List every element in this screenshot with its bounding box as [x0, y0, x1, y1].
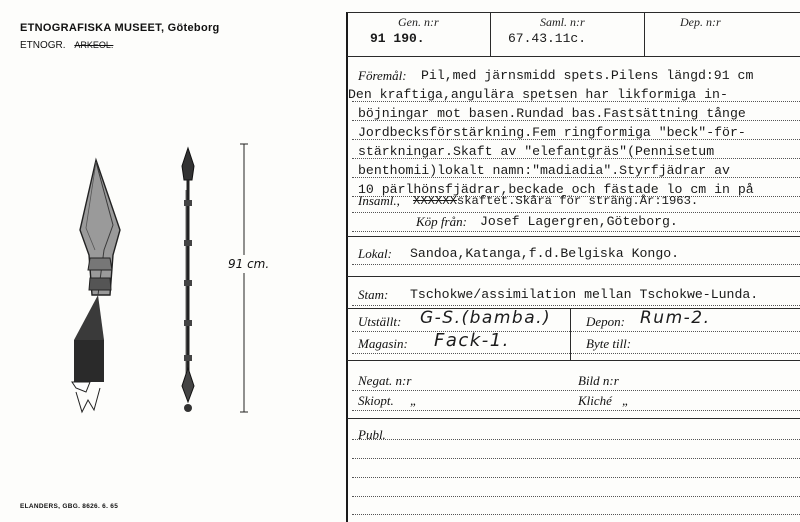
gen-nr-label: Gen. n:r — [398, 15, 439, 29]
depon-label: Depon: — [586, 314, 625, 329]
department-struck: ARKEOL. — [74, 40, 114, 50]
lokal-value: Sandoa,Katanga,f.d.Belgiska Kongo. — [410, 246, 680, 261]
insaml-value-line — [413, 194, 698, 208]
kliche-value: „ — [622, 393, 630, 408]
printer-imprint: ELANDERS, GBG. 8626. 6. 65 — [20, 503, 119, 510]
measure-label: 91 cm. — [228, 257, 270, 271]
section-divider-publ — [347, 418, 800, 419]
arrowhead-detail-illustration — [72, 160, 120, 412]
lokal-label: Lokal: — [358, 246, 392, 261]
header-divider-1 — [490, 12, 491, 56]
foremal-label: Föremål: — [358, 68, 407, 83]
publ-label: Publ. — [358, 427, 386, 442]
full-arrow-illustration — [182, 148, 194, 412]
section-divider-stam — [347, 276, 800, 277]
bild-nr-label: Bild n:r — [578, 373, 619, 388]
foremal-line-1: Pil,med järnsmidd spets.Pilens längd:91 cm — [421, 68, 754, 83]
foremal-line-4: Jordbecksförstärkning.Fem ringformiga "beck"-för- — [358, 125, 746, 140]
magasin-value: Fack-1. — [434, 330, 510, 351]
magasin-label: Magasin: — [358, 336, 408, 351]
insaml-label: Insaml., — [358, 193, 400, 208]
byte-till-label: Byte till: — [586, 336, 632, 351]
kop-fran-value: Josef Lagergren,Göteborg. — [480, 214, 678, 229]
foremal-line-5: stärkningar.Skaft av "elefantgräs"(Pennisetum — [358, 144, 715, 159]
kliche-label: Kliché — [578, 393, 612, 408]
kop-fran-label: Köp från: — [416, 214, 467, 229]
saml-nr-value: 67.43.11c. — [508, 31, 587, 46]
foremal-line-7: 10 pärlhönsfjädrar,beckade och fästade lo cm in på — [358, 182, 754, 197]
negat-nr-label: Negat. n:r — [358, 373, 412, 388]
depon-value: Rum-2. — [640, 308, 711, 328]
arrow-drawing — [40, 130, 280, 430]
insaml-value: skaftet.Skåra för sträng.År:1963. — [456, 194, 699, 208]
section-divider-lokal — [347, 236, 800, 237]
gen-nr-value: 91 190. — [370, 31, 425, 46]
foremal-line-3: böjningar mot basen.Rundad bas.Fastsättning tånge — [358, 106, 746, 121]
insaml-struck-text: XXXXXX — [413, 194, 457, 208]
card-top-border — [347, 12, 800, 13]
header-bottom-border — [347, 56, 800, 57]
skiopt-value: „ — [410, 393, 418, 408]
saml-nr-label: Saml. n:r — [540, 15, 585, 29]
department-prefix: ETNOGR. — [20, 40, 66, 51]
stam-value: Tschokwe/assimilation mellan Tschokwe-Lunda. — [410, 287, 759, 302]
foremal-line-2: Den kraftiga,angulära spetsen har likformiga in- — [348, 87, 728, 102]
utstallt-label: Utställt: — [358, 314, 402, 329]
header-divider-2 — [644, 12, 645, 56]
section-divider-photo — [347, 360, 800, 361]
skiopt-label: Skiopt. — [358, 393, 394, 408]
utstallt-value: G-S.(bamba.) — [420, 308, 552, 328]
museum-name: ETNOGRAFISKA MUSEET, Göteborg — [20, 22, 220, 34]
section-divider-storage — [347, 308, 800, 309]
department-line — [20, 40, 113, 51]
foremal-line-6: benthomii)lokalt namn:"madiadia".Styrfjädrar av — [358, 163, 730, 178]
dep-nr-label: Dep. n:r — [680, 15, 721, 29]
stam-label: Stam: — [358, 287, 389, 302]
